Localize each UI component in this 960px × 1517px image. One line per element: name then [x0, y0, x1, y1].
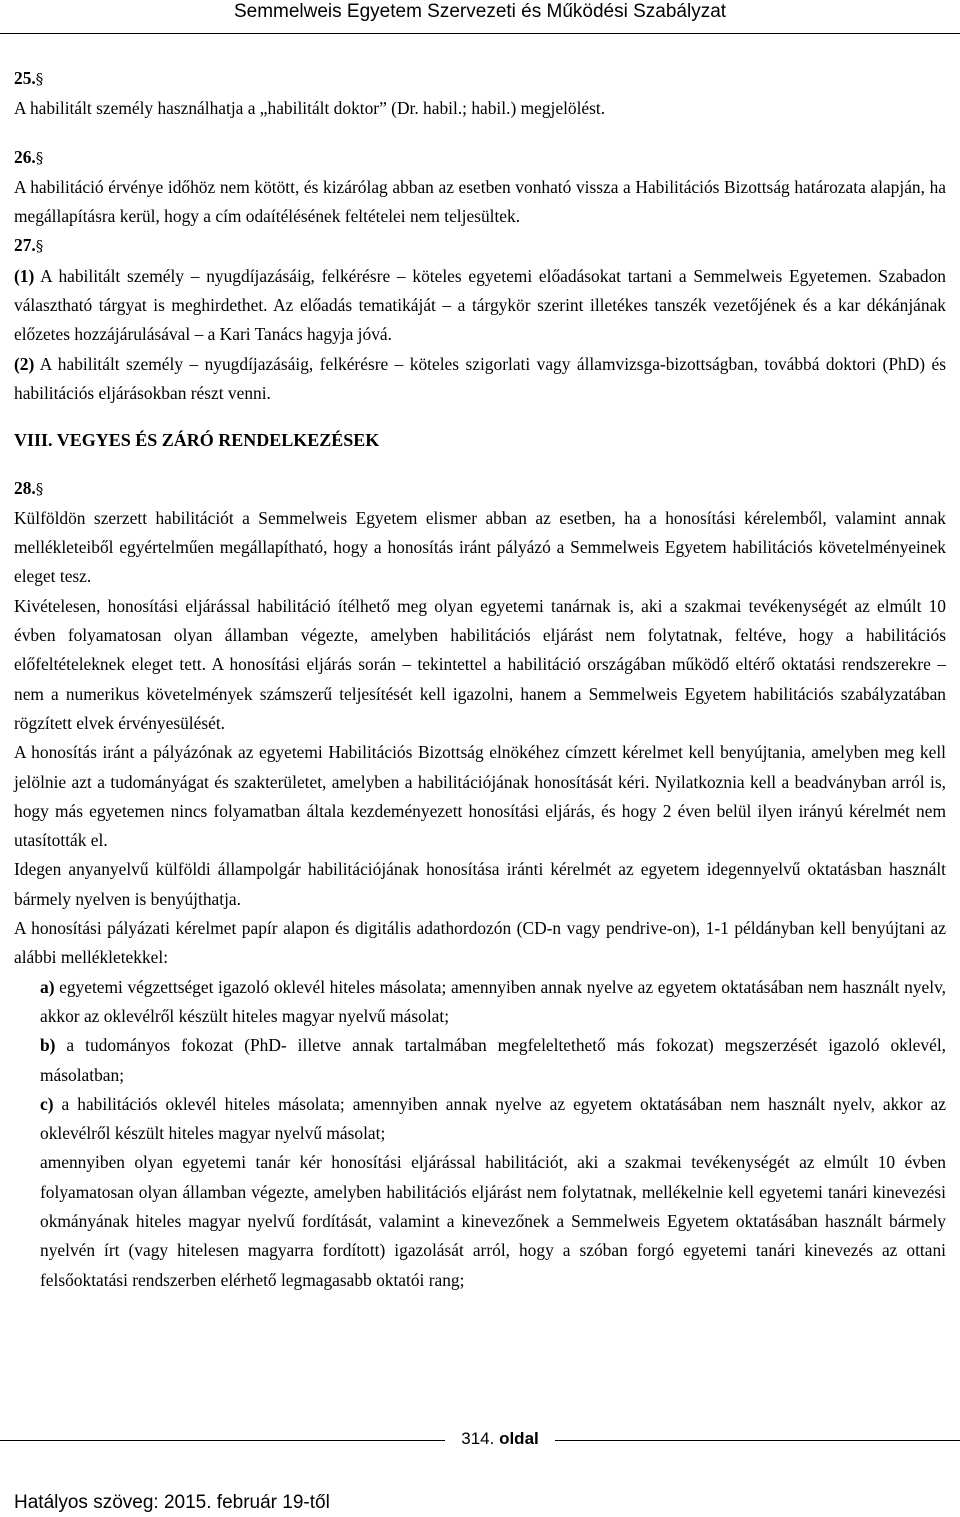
section-25-text: A habilitált személy használhatja a „habilitált doktor” (Dr. habil.; habil.) megjelölést. — [14, 98, 606, 119]
section-28-paragraph-5: A honosítási pályázati kérelmet papír alapon és digitális adathordozón (CD-n vagy pendrive-on), 1-1 példányban kell benyújtani az alábbi mellékletekkel: — [14, 918, 946, 968]
section-28-paragraph-3: A honosítás iránt a pályázónak az egyetemi Habilitációs Bizottság elnökéhez címzett kérelmet kell benyújtania, amelyben meg kell jelölnie azt a tudományágat és szakterületet, amelyben a habilitációjának honosítását kéri. Nyilatkoznia kell a beadványban arról is, hogy más egyetemen nincs folyamatban általa kezdeményezett honosítási eljárás, és hogy 2 éven belül ilyen irányú kérelmét nem utasították el. — [14, 742, 946, 851]
attachment-item-a: a) egyetemi végzettséget igazoló oklevél hiteles másolata; amennyiben annak nyelve az egyetem oktatásában nem használt nyelv, akkor az oklevélről készült hiteles magyar nyelvű másolat; — [40, 976, 946, 1026]
section-heading-28: 28.§ — [14, 477, 44, 498]
document-body — [14, 64, 946, 1295]
header-divider — [0, 33, 960, 34]
section-26-text: A habilitáció érvénye időhöz nem kötött, és kizárólag abban az esetben vonható vissza a Habilitációs Bizottság határozata alapján, ha megállapításra kerül, hogy a cím odaítélésének feltételei nem teljesültek. — [14, 176, 946, 227]
effective-date: Hatályos szöveg: 2015. február 19-től — [14, 1492, 330, 1513]
paragraph-sign-icon: § — [35, 237, 44, 256]
section-28-paragraph-1: Külföldön szerzett habilitációt a Semmelweis Egyetem elismer abban az esetben, ha a honosítási kérelemből, valamint annak mellékleteiből egyértelműen megállapítható, hogy a honosítás iránt pályázó a Semmelweis Egyetem habilitációs követelményeinek eleget tesz. — [14, 507, 946, 587]
page-number: 314. oldal — [445, 1426, 555, 1452]
document-header — [0, 0, 960, 26]
section-heading-27: 27.§ — [14, 235, 44, 256]
section-27-paragraph-2: (2) A habilitált személy – nyugdíjazásáig, felkérésre – köteles szigorlati vagy államvizsga-bizottságban, továbbá doktori (PhD) és habilitációs eljárásokban részt venni. — [14, 353, 946, 403]
section-heading-25: 25.§ — [14, 68, 44, 88]
section-heading-26: 26.§ — [14, 146, 44, 167]
chapter-heading: VIII. VEGYES ÉS ZÁRÓ RENDELKEZÉSEK — [14, 430, 380, 451]
section-28-paragraph-4: Idegen anyanyelvű külföldi állampolgár habilitációjának honosítása iránti kérelmét az egyetem idegennyelvű oktatásban használt bármely nyelven is benyújthatja. — [14, 859, 946, 909]
paragraph-sign-icon: § — [35, 479, 44, 498]
attachment-item-c: c) a habilitációs oklevél hiteles másolata; amennyiben annak nyelve az egyetem oktatásában nem használt nyelv, akkor az oklevélről készült hiteles magyar nyelvű másolat; — [40, 1093, 946, 1144]
section-27-paragraph-1: (1) A habilitált személy – nyugdíjazásáig, felkérésre – köteles egyetemi előadásokat tartani a Semmelweis Egyetemen. Szabadon választható tárgyat is meghirdethet. Az előadás tematikáját – a tárgykör szerint illetékes tanszék vezetőjének és a kar dékánjának előzetes hozzájárulásával – a Kari Tanács hagyja jóvá. — [14, 265, 946, 345]
header-title: Semmelweis Egyetem Szervezeti és Működési Szabályzat — [233, 1, 727, 22]
attachment-item-d: amennyiben olyan egyetemi tanár kér honosítási eljárással habilitációt, aki a szakmai tevékenységét az elmúlt 10 évben folyamatosan olyan államban végezte, amelyben habilitációs eljárást nem folytatnak, mellékelnie kell egyetemi tanári kinevezési okmányának hiteles magyar nyelvű fordítását, valamint a kinevezőnek a Semmelweis Egyetem oktatásában használt bármely nyelvén írt (vagy hitelesen magyarra fordított) igazolását arról, hogy a szóban forgó egyetemi tanári kinevezés az ottani felsőoktatási rendszerben elérhető legmagasabb oktatói rang; — [40, 1152, 946, 1290]
section-28-paragraph-2: Kivételesen, honosítási eljárással habilitáció ítélhető meg olyan egyetemi tanárnak is, aki a szakmai tevékenységét az elmúlt 10 évben folyamatosan olyan államban végezte, amelyben habilitációs eljárást nem folytatnak, feltéve, hogy a habilitációs előfeltételeknek eleget tett. A honosítási eljárás során – tekintettel a habilitáció országában működő eltérő oktatási rendszerekre – nem a numerikus követelmények számszerű teljesítését kell igazolni, hanem a Semmelweis Egyetem habilitációs szabályzatában rögzített elvek érvényesülését. — [14, 595, 946, 733]
paragraph-sign-icon: § — [35, 70, 44, 88]
attachment-item-b: b) a tudományos fokozat (PhD- illetve annak tartalmában megfeleltethető más fokozat) megszerzését igazoló oklevél, másolatban; — [40, 1035, 946, 1085]
paragraph-sign-icon: § — [35, 148, 44, 167]
